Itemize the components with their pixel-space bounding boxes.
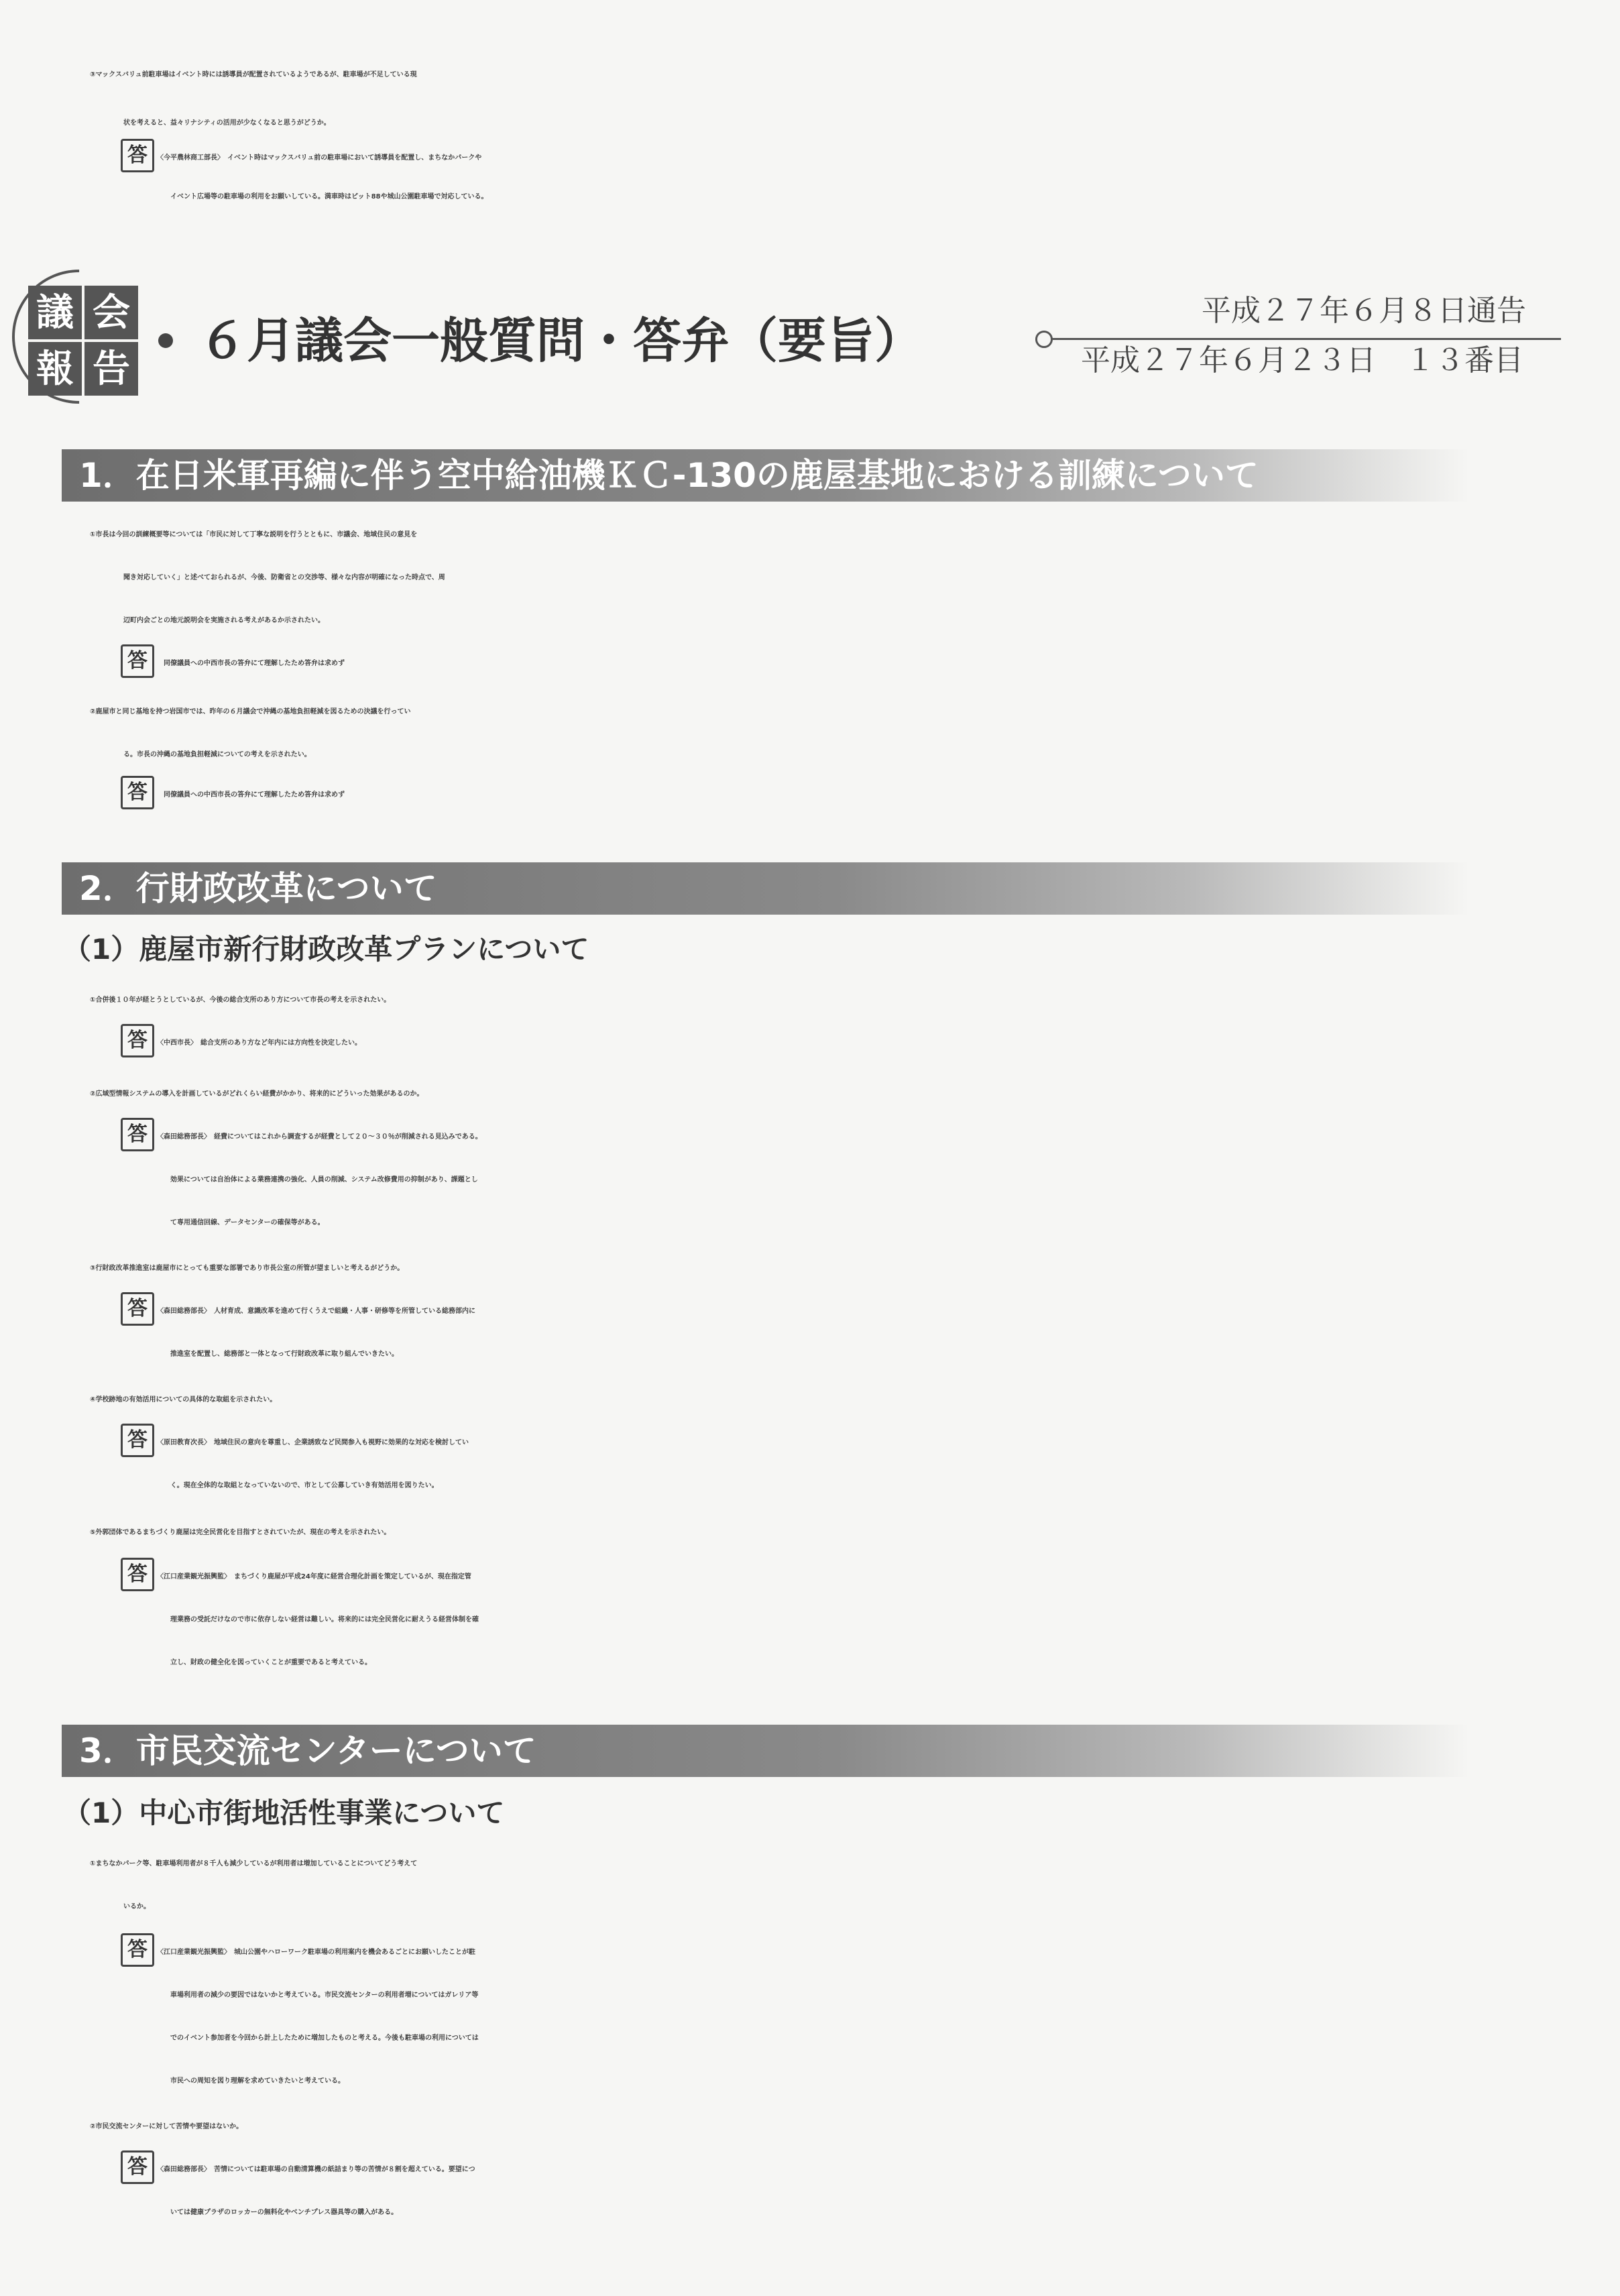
badge-char-1: 議 <box>28 286 82 339</box>
session-date: 平成２７年６月２３日 １３番目 <box>1081 343 1523 378</box>
answer-mark-icon: 答 <box>121 1024 154 1057</box>
answer-mark-icon: 答 <box>121 1933 154 1967</box>
section-1-answer: 答 同僚議員への中西市長の答弁にて理解したため答弁は求めず <box>121 771 1620 819</box>
badge-char-4: 告 <box>84 342 138 396</box>
notice-date: 平成２７年６月８日通告 <box>1202 294 1526 328</box>
section-1-line: る。市長の沖縄の基地負担軽減についての考えを示されたい。 <box>123 751 311 758</box>
answer-mark-icon: 答 <box>121 644 154 678</box>
section-1-line: ①市長は今回の訓練概要等については「市民に対して丁寧な説明を行うとともに、市議会、地域住民の意見を <box>90 531 418 538</box>
answer-mark-icon: 答 <box>121 1558 154 1591</box>
section-3-line: 車場利用者の減少の要因ではないかと考えている。市民交流センターの利用者増についてはガレリア等 <box>170 1992 479 1999</box>
section-1-line: 辺町内会ごとの地元説明会を実施される考えがあるか示されたい。 <box>123 617 325 624</box>
intro-answer-line-1: 答 〈今平農林商工部長〉 イベント時はマックスバリュ前の駐車場において誘導員を配置し、まちなかパークや <box>121 134 1620 182</box>
section-2-line: ①合併後１０年が経とうとしているが、今後の総合支所のあり方について市長の考えを示されたい。 <box>90 996 391 1004</box>
section-2-answer: 答 〈中西市長〉 総合支所のあり方など年内には方向性を決定したい。 <box>121 1019 1620 1068</box>
section-2-line: 効果については自治体による業務連携の強化、人員の削減、システム改修費用の抑制があり、課題とし <box>170 1176 478 1184</box>
answer-mark-icon: 答 <box>121 1424 154 1457</box>
section-1-header: 1．在日米軍再編に伴う空中給油機ＫＣ-130の鹿屋基地における訓練について <box>62 449 1470 502</box>
section-1-answer: 答 同僚議員への中西市長の答弁にて理解したため答弁は求めず <box>121 640 1620 688</box>
section-3-line: ①まちなかパーク等、駐車場利用者が８千人も減少しているが利用者は増加していることについてどう考えて <box>90 1860 418 1868</box>
section-1-line: ②鹿屋市と同じ基地を持つ岩国市では、昨年の６月議会で沖縄の基地負担軽減を図るための決議を行ってい <box>90 708 411 715</box>
section-3-line: いるか。 <box>123 1903 150 1910</box>
intro-question-line-1: ③マックスバリュ前駐車場はイベント時には誘導員が配置されているようであるが、駐車場が不足している現 <box>90 71 417 78</box>
section-3-answer: 答 〈江口産業観光振興監〉 城山公園やハローワーク駐車場の利用案内を機会あるごとにお願いしたことが駐 <box>121 1929 1620 1977</box>
section-2-answer: 答 〈原田教育次長〉 地域住民の意向を尊重し、企業誘致など民間参入も視野に効果的な対応を検討してい <box>121 1419 1620 1467</box>
section-3-header: 3．市民交流センターについて <box>62 1725 1470 1777</box>
section-2-answer: 答 〈森田総務部長〉 人材育成、意識改革を進めて行くうえで組織・人事・研修等を所管している総務部内に <box>121 1287 1620 1336</box>
section-2-line: て専用通信回線、データセンターの確保等がある。 <box>170 1219 325 1226</box>
title-rule <box>1051 338 1561 340</box>
section-3-line: 市民への周知を図り理解を求めていきたいと考えている。 <box>170 2077 345 2085</box>
title-line-end-icon <box>1035 331 1053 348</box>
answer-mark-icon: 答 <box>121 776 154 809</box>
section-2-line: 立し、財政の健全化を図っていくことが重要であると考えている。 <box>170 1659 371 1666</box>
answer-mark-icon: 答 <box>121 139 154 172</box>
section-3-subhead: （1）中心市街地活性事業について <box>63 1796 505 1829</box>
badge-char-3: 報 <box>28 342 82 396</box>
page-title: ６月議会一般質問・答弁（要旨） <box>198 312 923 369</box>
section-1-line: 聞き対応していく」と述べておられるが、今後、防衛省との交渉等、様々な内容が明確になった時点で、周 <box>123 574 445 581</box>
answer-mark-icon: 答 <box>121 2150 154 2184</box>
council-report-badge <box>12 276 139 397</box>
intro-answer-line-2: イベント広場等の駐車場の利用をお願いしている。満車時はピット88や城山公園駐車場で対応している。 <box>170 193 488 200</box>
section-2-line: 推進室を配置し、総務部と一体となって行財政改革に取り組んでいきたい。 <box>170 1351 398 1358</box>
section-2-answer: 答 〈森田総務部長〉 経費についてはこれから調査するが経費として２０～３０％が削減される見込みである。 <box>121 1113 1620 1161</box>
section-2-line: ②広域型情報システムの導入を計画しているがどれくらい経費がかかり、将来的にどういった効果があるのか。 <box>90 1090 424 1098</box>
section-3-line: いては健康プラザのロッカーの無料化やベンチプレス器具等の購入がある。 <box>170 2209 398 2216</box>
section-2-answer: 答 〈江口産業観光振興監〉 まちづくり鹿屋が平成24年度に経営合理化計画を策定しているが、現在指定管 <box>121 1553 1620 1601</box>
section-2-header: 2．行財政改革について <box>62 862 1470 915</box>
section-2-line: ⑤外郭団体であるまちづくり鹿屋は完全民営化を目指すとされていたが、現在の考えを示されたい。 <box>90 1529 391 1536</box>
section-2-line: ④学校跡地の有効活用についての具体的な取組を示されたい。 <box>90 1396 277 1403</box>
answer-mark-icon: 答 <box>121 1292 154 1326</box>
badge-char-2: 会 <box>84 286 138 339</box>
section-2-line: 理業務の受託だけなので市に依存しない経営は難しい。将来的には完全民営化に耐えうる経営体制を確 <box>170 1616 479 1623</box>
section-2-subhead: （1）鹿屋市新行財政改革プランについて <box>63 933 589 966</box>
intro-question-line-2: 状を考えると、益々リナシティの活用が少なくなると思うがどうか。 <box>123 119 331 127</box>
section-2-line: く。現在全体的な取組となっていないので、市として公募していき有効活用を図りたい。 <box>170 1482 439 1489</box>
section-3-answer: 答 〈森田総務部長〉 苦情については駐車場の自動清算機の紙詰まり等の苦情が８割を超えている。要望につ <box>121 2146 1620 2194</box>
title-bullet-icon <box>158 333 173 348</box>
section-2-line: ③行財政改革推進室は鹿屋市にとっても重要な部署であり市長公室の所管が望ましいと考えるがどうか。 <box>90 1265 404 1272</box>
answer-mark-icon: 答 <box>121 1118 154 1151</box>
section-3-line: でのイベント参加者を今回から計上したために増加したものと考える。今後も駐車場の利用については <box>170 2034 479 2042</box>
section-3-line: ②市民交流センターに対して苦情や要望はないか。 <box>90 2123 243 2130</box>
